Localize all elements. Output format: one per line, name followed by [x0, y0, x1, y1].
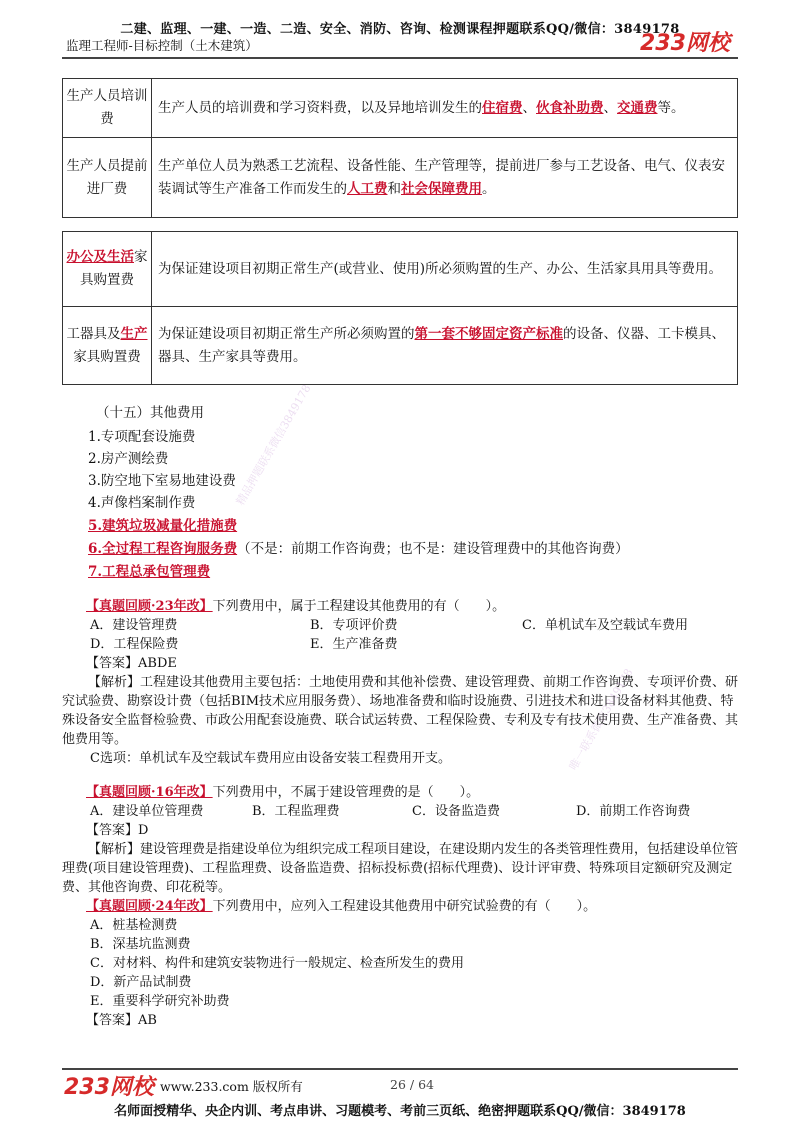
table-row	[63, 307, 738, 385]
option: C．单机试车及空载试车费用	[522, 618, 688, 633]
option: C．对材料、构件和建筑安装物进行一般规定、检查所发生的费用	[90, 956, 464, 971]
fee-name: 生产人员提前进厂费	[63, 138, 152, 218]
watermark: 精品押题联系微信3849178	[233, 382, 314, 508]
watermark: 唯一联系微信3849178	[566, 666, 636, 773]
footer-logo: 233网校	[64, 1075, 154, 1100]
list-item-highlight: 6.全过程工程咨询服务费（不是：前期工作咨询费；也不是：建设管理费中的其他咨询费）	[88, 541, 629, 557]
analysis-note: C选项：单机试车及空载试车费用应由设备安装工程费用开支。	[90, 751, 451, 766]
option: D．新产品试制费	[90, 975, 192, 990]
analysis: 【解析】工程建设其他费用主要包括：土地使用费和其他补偿费、建设管理费、前期工作咨询费、专项评价费、研究试验费、勘察设计费（包括BIM技术应用服务费）、场地准备费和临时设施费、引进技术和进口设备材料其他费、特殊设备安全监督检验费、市政公用配套设施费、联合试运转费、工程保险费、专利及专有技术使用费、生产准备费、其他费用等。	[62, 675, 739, 747]
fee-name: 生产人员培训费	[63, 79, 152, 138]
list-item: 1.专项配套设施费	[88, 429, 196, 445]
question-stem: 【真题回顾·16年改】下列费用中，不属于建设管理费的是（ ）。	[86, 785, 480, 800]
option: B．工程监理费	[252, 804, 340, 819]
list-item: 4.声像档案制作费	[88, 495, 196, 511]
fee-name: 工器具及生产家具购置费	[63, 307, 152, 385]
answer: 【答案】D	[86, 823, 149, 838]
fee-table-1	[62, 78, 738, 218]
fee-desc: 生产单位人员为熟悉工艺流程、设备性能、生产管理等，提前进厂参与工艺设备、电气、仪表安装调试等生产准备工作而发生的人工费和社会保障费用。	[152, 138, 738, 218]
table-row	[63, 138, 738, 218]
question-tag: 【真题回顾·23年改】	[86, 599, 213, 614]
answer: 【答案】AB	[86, 1013, 157, 1028]
fee-desc: 生产人员的培训费和学习资料费，以及异地培训发生的住宿费、伙食补助费、交通费等。	[152, 79, 738, 138]
highlight-term: 第一套不够固定资产标准	[414, 325, 563, 342]
footer-site: www.233.com 版权所有	[160, 1079, 303, 1094]
highlight-term: 人工费	[347, 180, 388, 197]
list-item-highlight: 5.建筑垃圾减量化措施费	[88, 518, 238, 534]
question-tag: 【真题回顾·16年改】	[86, 785, 213, 800]
brand-logo: 233网校	[640, 31, 730, 56]
footer-banner: 名师面授精华、央企内训、考点串讲、习题模考、考前三页纸、绝密押题联系QQ/微信：3849178	[114, 1104, 686, 1119]
option: A．建设单位管理费	[90, 804, 204, 819]
answer: 【答案】ABDE	[86, 656, 177, 671]
footer-divider	[62, 1068, 738, 1070]
header-banner: 二建、监理、一建、一造、二造、安全、消防、咨询、检测课程押题联系QQ/微信：3849178	[120, 22, 680, 37]
option: C．设备监造费	[412, 804, 500, 819]
option: A．桩基检测费	[90, 918, 178, 933]
page-number: 26 / 64	[390, 1077, 434, 1092]
section-title: （十五）其他费用	[96, 405, 204, 421]
fee-table-2	[62, 231, 738, 385]
question-stem: 【真题回顾·24年改】下列费用中，应列入工程建设其他费用中研究试验费的有（ ）。	[86, 899, 597, 914]
header-divider	[62, 57, 738, 59]
option: B．深基坑监测费	[90, 937, 191, 952]
highlight-term: 住宿费	[482, 99, 523, 116]
question-tag: 【真题回顾·24年改】	[86, 899, 213, 914]
highlight-term: 社会保障费用	[401, 180, 482, 197]
highlight-term: 交通费	[617, 99, 658, 116]
option: D．前期工作咨询费	[576, 804, 691, 819]
fee-desc: 为保证建设项目初期正常生产(或营业、使用)所必须购置的生产、办公、生活家具用具等费用。	[152, 232, 738, 307]
list-item-highlight: 7.工程总承包管理费	[88, 564, 211, 580]
option: E．生产准备费	[310, 637, 398, 652]
option: B．专项评价费	[310, 618, 398, 633]
course-title: 监理工程师-目标控制（土木建筑）	[66, 38, 258, 53]
highlight-term: 伙食补助费	[536, 99, 604, 116]
option: E．重要科学研究补助费	[90, 994, 230, 1009]
table-row	[63, 232, 738, 307]
table-row	[63, 79, 738, 138]
option: D．工程保险费	[90, 637, 179, 652]
question-stem: 【真题回顾·23年改】下列费用中，属于工程建设其他费用的有（ ）。	[86, 599, 506, 614]
list-item: 3.防空地下室易地建设费	[88, 473, 236, 489]
list-item: 2.房产测绘费	[88, 451, 169, 467]
option: A．建设管理费	[90, 618, 178, 633]
fee-desc: 为保证建设项目初期正常生产所必须购置的第一套不够固定资产标准的设备、仪器、工卡模具、器具、生产家具等费用。	[152, 307, 738, 385]
fee-name: 办公及生活家具购置费	[63, 232, 152, 307]
analysis: 【解析】建设管理费是指建设单位为组织完成工程项目建设，在建设期内发生的各类管理性费用，包括建设单位管理费(项目建设管理费)、工程监理费、设备监造费、招标投标费(招标代理费)、设计评审费、特殊项目定额研究及测定费、其他咨询费、印花税等。	[62, 842, 739, 895]
